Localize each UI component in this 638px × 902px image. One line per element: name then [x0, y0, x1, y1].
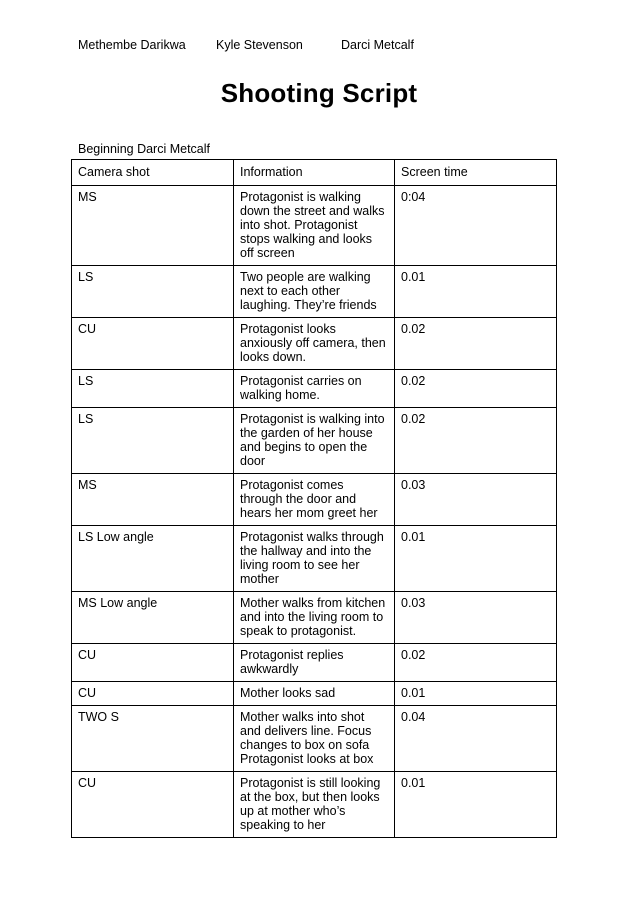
camera-shot-cell: MS — [72, 474, 234, 526]
table-row — [72, 682, 557, 706]
camera-shot-cell: LS — [72, 408, 234, 474]
camera-shot-cell: MS — [72, 186, 234, 266]
table-row — [72, 186, 557, 266]
column-header-camera-shot: Camera shot — [72, 160, 234, 186]
information-cell: Protagonist is walking into the garden of her house and begins to open the door — [234, 408, 395, 474]
shooting-script-table — [71, 159, 557, 838]
camera-shot-cell: LS — [72, 266, 234, 318]
table-row — [72, 474, 557, 526]
information-cell: Protagonist comes through the door and hears her mom greet her — [234, 474, 395, 526]
author-name: Methembe Darikwa — [78, 38, 186, 52]
screen-time-cell: 0.02 — [395, 408, 557, 474]
screen-time-cell: 0.01 — [395, 526, 557, 592]
information-cell: Mother looks sad — [234, 682, 395, 706]
camera-shot-cell: LS Low angle — [72, 526, 234, 592]
information-cell: Protagonist looks anxiously off camera, then looks down. — [234, 318, 395, 370]
table-row — [72, 772, 557, 838]
information-cell: Two people are walking next to each other laughing. They’re friends — [234, 266, 395, 318]
camera-shot-cell: CU — [72, 644, 234, 682]
column-header-information: Information — [234, 160, 395, 186]
table-row — [72, 644, 557, 682]
section-label: Beginning Darci Metcalf — [78, 142, 211, 156]
camera-shot-cell: MS Low angle — [72, 592, 234, 644]
author-name: Darci Metcalf — [341, 38, 414, 52]
column-header-screen-time: Screen time — [395, 160, 557, 186]
screen-time-cell: 0.04 — [395, 706, 557, 772]
screen-time-cell: 0.03 — [395, 592, 557, 644]
table-row — [72, 370, 557, 408]
screen-time-cell: 0.02 — [395, 318, 557, 370]
table-row — [72, 318, 557, 370]
screen-time-cell: 0.01 — [395, 266, 557, 318]
screen-time-cell: 0.02 — [395, 370, 557, 408]
information-cell: Protagonist is walking down the street and walks into shot. Protagonist stops walking and looks off screen — [234, 186, 395, 266]
table-row — [72, 526, 557, 592]
page-title: Shooting Script — [220, 78, 418, 108]
screen-time-cell: 0:04 — [395, 186, 557, 266]
camera-shot-cell: TWO S — [72, 706, 234, 772]
screen-time-cell: 0.01 — [395, 772, 557, 838]
table-header-row — [72, 160, 557, 186]
information-cell: Mother walks into shot and delivers line. Focus changes to box on sofa Protagonist looks at box — [234, 706, 395, 772]
author-name: Kyle Stevenson — [216, 38, 303, 52]
camera-shot-cell: CU — [72, 772, 234, 838]
information-cell: Protagonist carries on walking home. — [234, 370, 395, 408]
table-body — [72, 186, 557, 838]
information-cell: Protagonist walks through the hallway and into the living room to see her mother — [234, 526, 395, 592]
information-cell: Mother walks from kitchen and into the living room to speak to protagonist. — [234, 592, 395, 644]
information-cell: Protagonist is still looking at the box, but then looks up at mother who’s speaking to her — [234, 772, 395, 838]
information-cell: Protagonist replies awkwardly — [234, 644, 395, 682]
table-row — [72, 408, 557, 474]
camera-shot-cell: LS — [72, 370, 234, 408]
table-row — [72, 706, 557, 772]
screen-time-cell: 0.01 — [395, 682, 557, 706]
screen-time-cell: 0.03 — [395, 474, 557, 526]
table-row — [72, 266, 557, 318]
screen-time-cell: 0.02 — [395, 644, 557, 682]
camera-shot-cell: CU — [72, 318, 234, 370]
table-row — [72, 592, 557, 644]
camera-shot-cell: CU — [72, 682, 234, 706]
